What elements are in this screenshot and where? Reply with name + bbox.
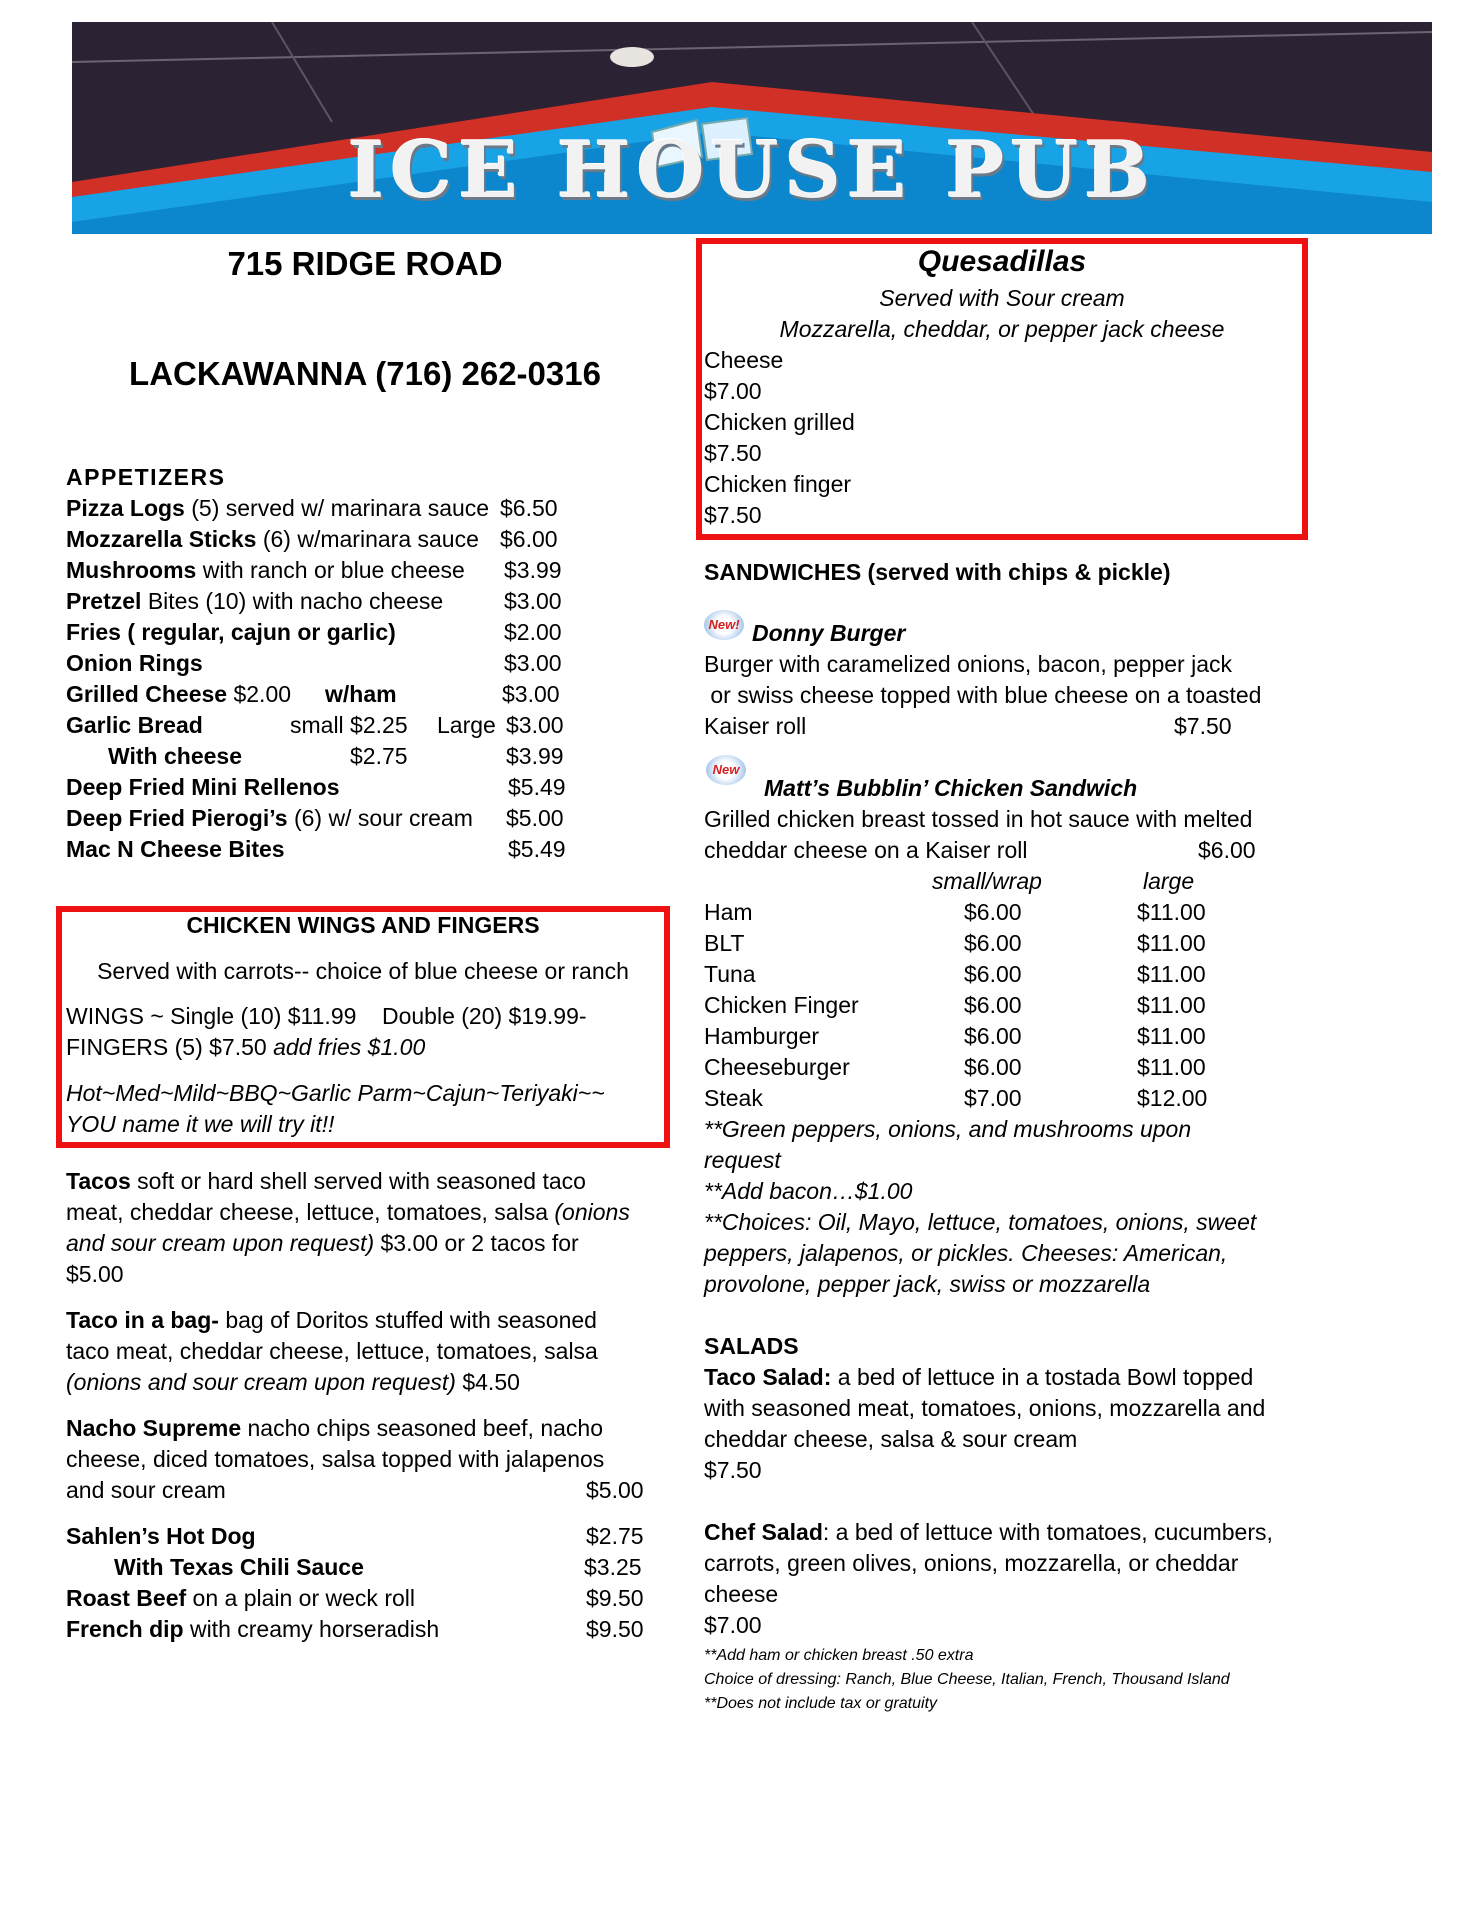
wings-heading: CHICKEN WINGS AND FINGERS xyxy=(186,912,540,938)
item-price: $2.75 xyxy=(586,1523,644,1549)
table-row: Hamburger xyxy=(704,1023,820,1049)
item-price: $6.50 xyxy=(500,495,558,521)
item-price: $9.50 xyxy=(586,1616,644,1642)
donny-burger-desc: or swiss cheese topped with blue cheese on a toasted xyxy=(704,682,1262,708)
banner-image xyxy=(72,22,1432,234)
item-price: $3.25 xyxy=(584,1554,642,1580)
list-item: French dip with creamy horseradish xyxy=(66,1616,440,1642)
address-street: 715 RIDGE ROAD xyxy=(227,245,503,282)
item-price: $7.00 xyxy=(704,378,762,404)
item-price: $3.99 xyxy=(504,557,562,583)
item-option: $2.75 xyxy=(350,743,408,769)
quesadillas-heading: Quesadillas xyxy=(917,245,1087,278)
salads-heading: SALADS xyxy=(704,1333,799,1359)
item-price: $2.00 xyxy=(504,619,562,645)
item-price: $3.00 xyxy=(506,712,564,738)
donny-burger-desc: Burger with caramelized onions, bacon, pepper jack xyxy=(704,651,1233,677)
item-price: $5.00 xyxy=(586,1477,644,1503)
col-header-large: large xyxy=(1143,868,1195,894)
item-price: $7.50 xyxy=(1174,713,1232,739)
list-item: Garlic Bread xyxy=(66,712,203,738)
new-badge-icon: New xyxy=(706,755,746,785)
wing-flavors-note: YOU name it we will try it!! xyxy=(66,1111,335,1137)
item-price: $3.00 xyxy=(504,650,562,676)
address-city-phone: LACKAWANNA (716) 262-0316 xyxy=(129,355,601,392)
item-price: $5.49 xyxy=(508,774,566,800)
list-item: Deep Fried Pierogi’s (6) w/ sour cream xyxy=(66,805,473,831)
item-price: $5.49 xyxy=(508,836,566,862)
table-row: Cheeseburger xyxy=(704,1054,850,1080)
fingers-prices: FINGERS (5) $7.50 add fries $1.00 xyxy=(66,1034,426,1060)
table-row: Tuna xyxy=(704,961,756,987)
quesadillas-sub2: Mozzarella, cheddar, or pepper jack cheese xyxy=(779,316,1225,342)
table-row: Chicken Finger xyxy=(704,992,859,1018)
table-row: BLT xyxy=(704,930,745,956)
donny-burger-desc: Kaiser roll xyxy=(704,713,807,739)
item-price: $7.50 xyxy=(704,1457,762,1483)
item-option: small $2.25 xyxy=(290,712,408,738)
item-price: $6.00 xyxy=(500,526,558,552)
wings-served: Served with carrots-- choice of blue cheese or ranch xyxy=(97,958,629,984)
item-price: $7.00 xyxy=(704,1612,762,1638)
list-item: Fries ( regular, cajun or garlic) xyxy=(66,619,396,645)
item-price: $3.00 xyxy=(504,588,562,614)
list-item: Mac N Cheese Bites xyxy=(66,836,285,862)
item-price: $5.00 xyxy=(506,805,564,831)
list-item: Roast Beef on a plain or weck roll xyxy=(66,1585,415,1611)
list-item: Deep Fried Mini Rellenos xyxy=(66,774,340,800)
item-price: $3.99 xyxy=(506,743,564,769)
matt-sandwich-desc: Grilled chicken breast tossed in hot sauce with melted xyxy=(704,806,1253,832)
list-item: Chicken finger xyxy=(704,471,852,497)
list-item: Pretzel Bites (10) with nacho cheese xyxy=(66,588,444,614)
new-badge-icon: New! xyxy=(704,610,744,640)
list-item: Pizza Logs (5) served w/ marinara sauce xyxy=(66,495,490,521)
list-item: With cheese xyxy=(108,743,243,769)
col-header-small: small/wrap xyxy=(932,868,1042,894)
wing-flavors: Hot~Med~Mild~BBQ~Garlic Parm~Cajun~Teriyaki~~ xyxy=(66,1080,605,1106)
item-price: $7.50 xyxy=(704,440,762,466)
list-item: With Texas Chili Sauce xyxy=(114,1554,364,1580)
item-option: w/ham xyxy=(325,681,397,707)
appetizers-heading: APPETIZERS xyxy=(66,464,226,490)
list-item: Mushrooms with ranch or blue cheese xyxy=(66,557,465,583)
list-item: Grilled Cheese $2.00 xyxy=(66,681,292,707)
item-price: $7.50 xyxy=(704,502,762,528)
matt-sandwich-desc: cheddar cheese on a Kaiser roll xyxy=(704,837,1028,863)
list-item: Cheese xyxy=(704,347,784,373)
quesadillas-sub1: Served with Sour cream xyxy=(879,285,1125,311)
item-price: $6.00 xyxy=(1198,837,1256,863)
footnote: Choice of dressing: Ranch, Blue Cheese, Italian, French, Thousand Island xyxy=(704,1671,1230,1688)
wings-prices: WINGS ~ Single (10) $11.99 Double (20) $19.99- xyxy=(66,1003,587,1029)
list-item: Onion Rings xyxy=(66,650,203,676)
banner-title: ICE HOUSE PUB xyxy=(347,125,1157,216)
item-option: Large xyxy=(437,712,496,738)
table-row: Steak xyxy=(704,1085,763,1111)
matt-sandwich-name: Matt’s Bubblin’ Chicken Sandwich xyxy=(764,775,1138,801)
sandwiches-heading: SANDWICHES (served with chips & pickle) xyxy=(704,559,1171,585)
list-item: Sahlen’s Hot Dog xyxy=(66,1523,256,1549)
item-price: $9.50 xyxy=(586,1585,644,1611)
item-price: $3.00 xyxy=(502,681,560,707)
list-item: Chicken grilled xyxy=(704,409,855,435)
list-item: Mozzarella Sticks (6) w/marinara sauce xyxy=(66,526,479,552)
footnote: **Does not include tax or gratuity xyxy=(704,1695,938,1712)
donny-burger-name: Donny Burger xyxy=(752,620,906,646)
footnote: **Add ham or chicken breast .50 extra xyxy=(704,1647,974,1664)
table-row: Ham xyxy=(704,899,753,925)
